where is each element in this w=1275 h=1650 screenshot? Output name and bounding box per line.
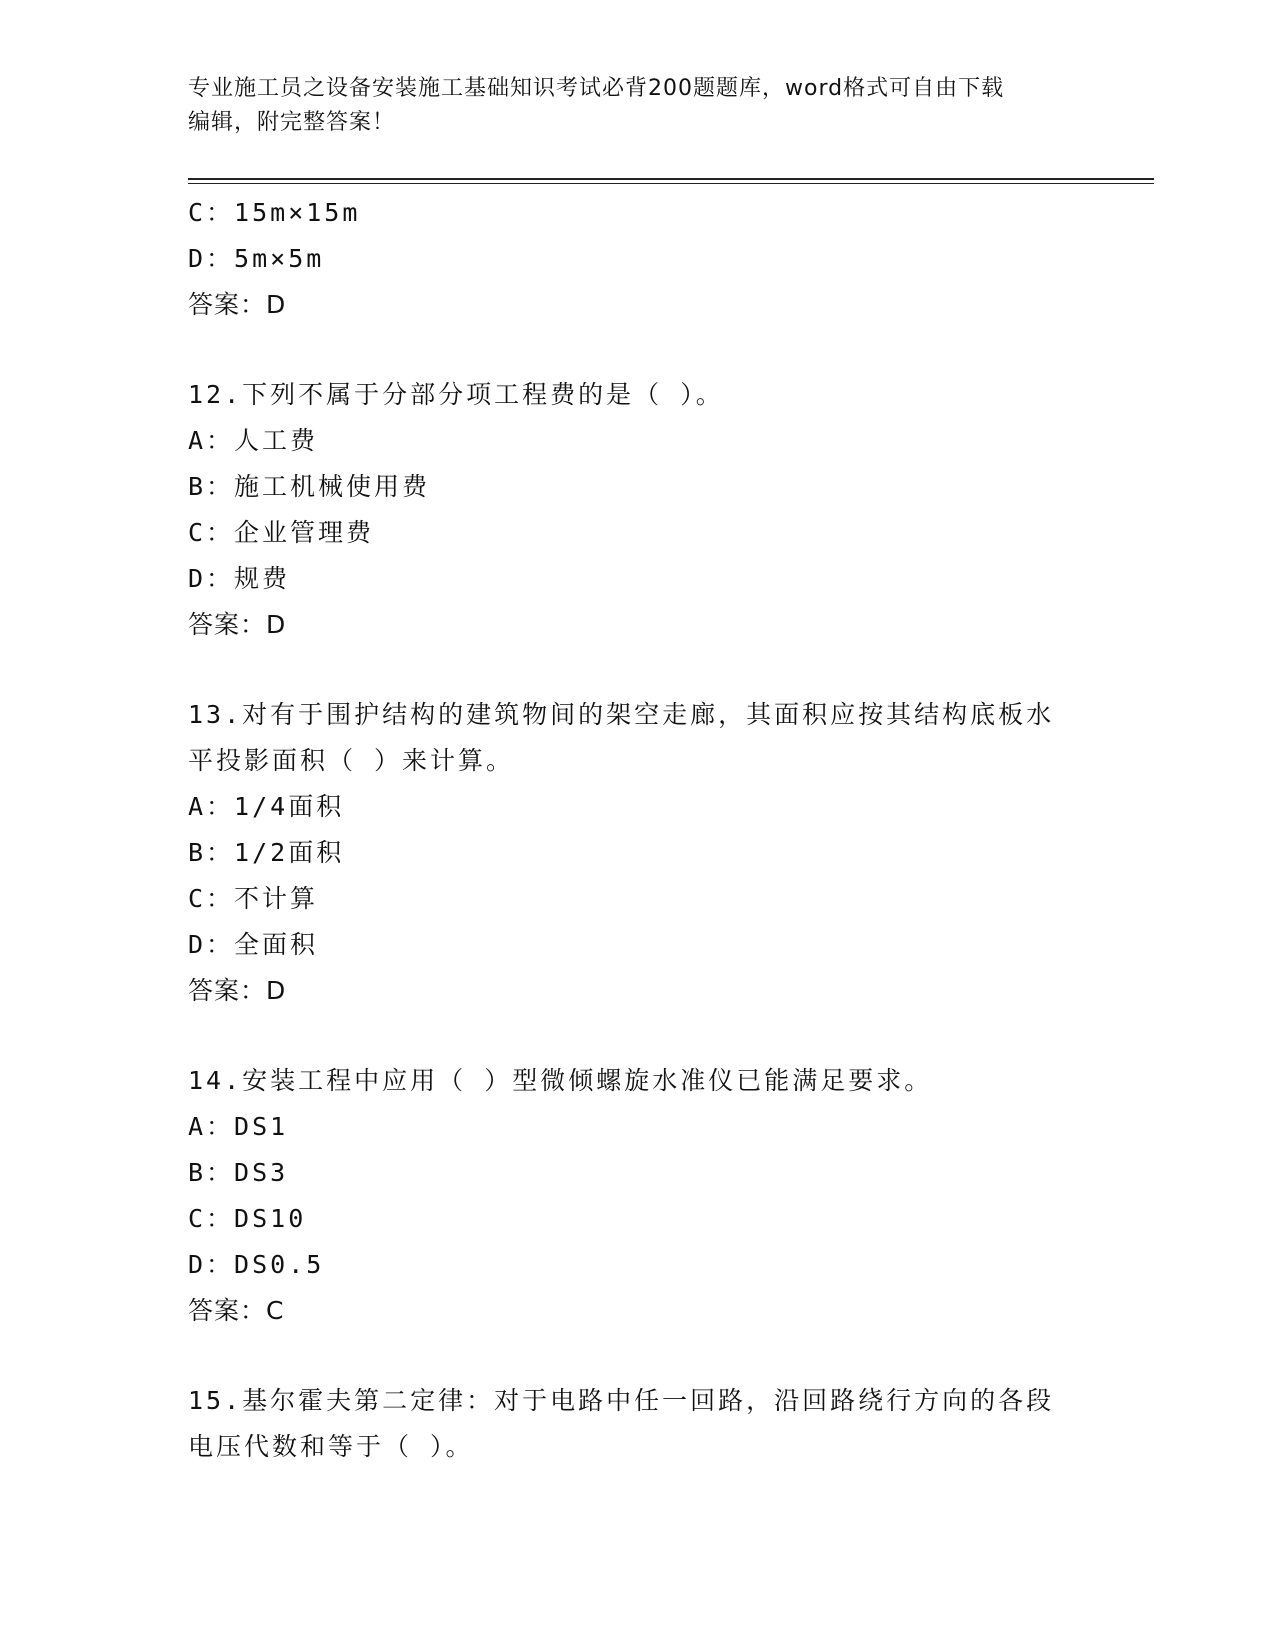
spacer [188, 1014, 1088, 1058]
question-text-line-1: 13.对有于围护结构的建筑物间的架空走廊，其面积应按其结构底板水 [188, 700, 1055, 729]
document-header [188, 72, 1088, 140]
option-d: D：全面积 [188, 930, 319, 959]
option-c: C：15m×15m [188, 198, 361, 227]
option-d: D：规费 [188, 564, 291, 593]
option-c: C：企业管理费 [188, 518, 375, 547]
spacer [188, 328, 1088, 372]
spacer [188, 1334, 1088, 1378]
option-a: A：DS1 [188, 1112, 289, 1141]
answer-label: 答案：D [188, 610, 287, 639]
question-15 [188, 1378, 1088, 1470]
question-text-line-2: 电压代数和等于（ ）。 [188, 1432, 474, 1461]
header-divider-thick [188, 178, 1154, 180]
answer-label: 答案：D [188, 290, 287, 319]
header-divider-thin [188, 183, 1154, 184]
option-c: C：不计算 [188, 884, 319, 913]
question-text: 14.安装工程中应用（ ）型微倾螺旋水准仪已能满足要求。 [188, 1066, 933, 1095]
question-13 [188, 692, 1088, 1014]
option-d: D：5m×5m [188, 244, 325, 273]
question-11 [188, 190, 1088, 328]
answer-label: 答案：D [188, 976, 287, 1005]
option-b: B：DS3 [188, 1158, 289, 1187]
header-line-2: 编辑，附完整答案！ [188, 110, 396, 135]
spacer [188, 648, 1088, 692]
question-text-line-1: 15.基尔霍夫第二定律：对于电路中任一回路，沿回路绕行方向的各段 [188, 1386, 1055, 1415]
option-c: C：DS10 [188, 1204, 307, 1233]
question-text-line-2: 平投影面积（ ）来计算。 [188, 746, 515, 775]
question-text: 12.下列不属于分部分项工程费的是（ ）。 [188, 380, 724, 409]
option-d: D：DS0.5 [188, 1250, 325, 1279]
question-12 [188, 372, 1088, 648]
question-list [188, 190, 1088, 1470]
option-b: B：1/2面积 [188, 838, 345, 867]
option-a: A：1/4面积 [188, 792, 345, 821]
option-a: A：人工费 [188, 426, 319, 455]
answer-label: 答案：C [188, 1296, 285, 1325]
question-14 [188, 1058, 1088, 1334]
option-b: B：施工机械使用费 [188, 472, 431, 501]
header-line-1: 专业施工员之设备安装施工基础知识考试必背200题题库，word格式可自由下载 [188, 76, 1005, 101]
